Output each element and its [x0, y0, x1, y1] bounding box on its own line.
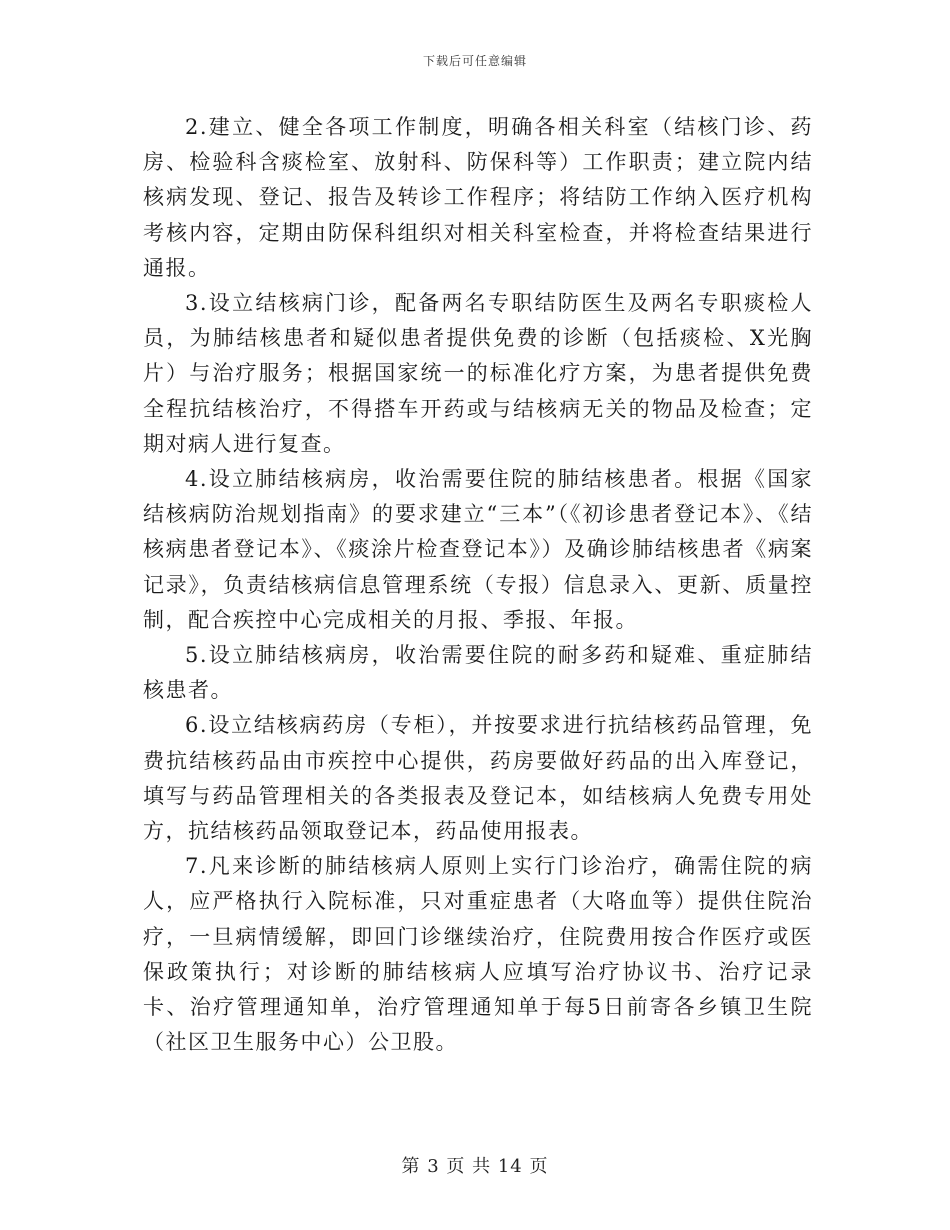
paragraph-2: 2.建立、健全各项工作制度，明确各相关科室（结核门诊、药房、检验科含痰检室、放射科、防保科等）工作职责；建立院内结核病发现、登记、报告及转诊工作程序；将结防工作纳入医疗机构考核内容，定期由防保科组织对相关科室检查，并将检查结果进行通报。 — [143, 115, 813, 280]
page-header-note: 下载后可任意编辑 — [422, 54, 527, 68]
paragraph-7: 7.凡来诊断的肺结核病人原则上实行门诊治疗，确需住院的病人，应严格执行入院标准，只对重症患者（大咯血等）提供住院治疗，一旦病情缓解，即回门诊继续治疗，住院费用按合作医疗或医保政策执行；对诊断的肺结核病人应填写治疗协议书、治疗记录卡、治疗管理通知单，治疗管理通知单于每5日前寄各乡镇卫生院（社区卫生服务中心）公卫股。 — [143, 854, 813, 1055]
paragraph-5: 5.设立肺结核病房，收治需要住院的耐多药和疑难、重症肺结核患者。 — [143, 643, 813, 703]
paragraph-3: 3.设立结核病门诊，配备两名专职结防医生及两名专职痰检人员，为肺结核患者和疑似患者提供免费的诊断（包括痰检、X光胸片）与治疗服务；根据国家统一的标准化疗方案，为患者提供免费全程抗结核治疗，不得搭车开药或与结核病无关的物品及检查；定期对病人进行复查。 — [143, 291, 813, 456]
paragraph-6: 6.设立结核病药房（专柜），并按要求进行抗结核药品管理，免费抗结核药品由市疾控中心提供，药房要做好药品的出入库登记，填写与药品管理相关的各类报表及登记本，如结核病人免费专用处方，抗结核药品领取登记本，药品使用报表。 — [143, 713, 813, 844]
page-number-footer: 第 3 页 共 14 页 — [401, 1156, 549, 1177]
document-body — [143, 110, 813, 1060]
paragraph-4: 4.设立肺结核病房，收治需要住院的肺结核患者。根据《国家结核病防治规划指南》的要求建立“三本”（《初诊患者登记本》、《结核病患者登记本》、《痰涂片检查登记本》）及确诊肺结核患者《病案记录》，负责结核病信息管理系统（专报）信息录入、更新、质量控制，配合疾控中心完成相关的月报、季报、年报。 — [143, 467, 813, 632]
